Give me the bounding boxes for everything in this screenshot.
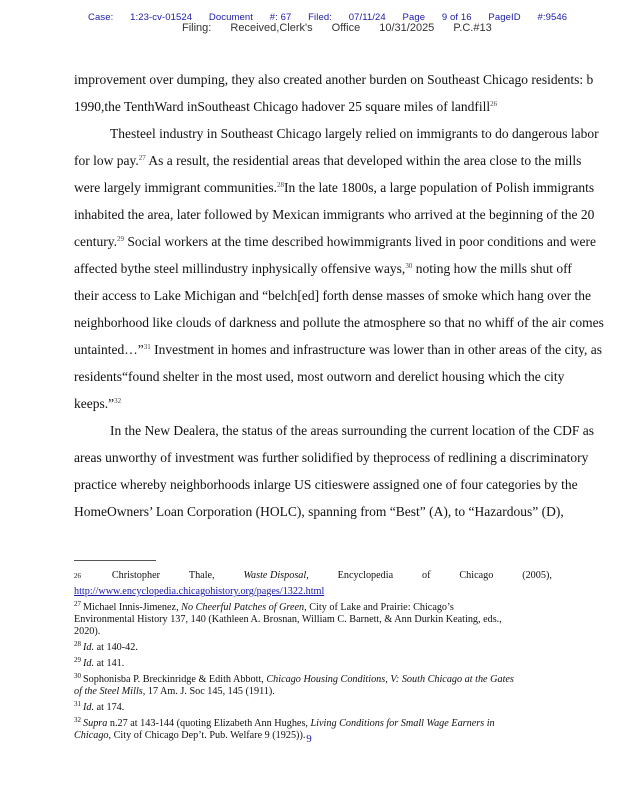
paragraph-start: In the New Dealera, the status of the areas surrounding the current location of the CDF as <box>110 423 594 438</box>
footnote-28: $^{28}$ Id. at 140-42. <box>74 640 138 653</box>
body-line: their access to Lake Michigan and “belch[ed] forth dense masses of smoke which hang over the <box>74 288 591 303</box>
body-text <box>74 66 606 525</box>
body-line: 1990,the TenthWard inSoutheast Chicago hadover 25 square miles of landfill$^{26}$ <box>74 99 498 114</box>
footnote-26-link[interactable]: http://www.encyclopedia.chicagohistory.org/pages/1322.html <box>74 586 325 597</box>
body-line: areas unworthy of investment was further solidified by theprocess of redlining a discriminatory <box>74 450 589 465</box>
stamp-received: Received,Clerk's <box>230 22 313 34</box>
header-page-label: Page <box>402 12 426 23</box>
footnote-29: $^{29}$ Id. at 141. <box>74 656 125 669</box>
body-line: HomeOwners’ Loan Corporation (HOLC), spanning from “Best” (A), to “Hazardous” (D), <box>74 504 564 519</box>
header-pageid-label: PageID <box>488 12 521 23</box>
footnote-ref[interactable]: 27 <box>138 154 146 162</box>
footnote-ref[interactable]: 32 <box>114 397 122 405</box>
body-line: practice whereby neighborhoods inlarge US citieswere assigned one of four categories by the <box>74 477 578 492</box>
header-document-number: #: 67 <box>269 12 292 23</box>
body-line: keeps.”$^{32}$ <box>74 396 122 411</box>
footnote-27: $^{27}$ Michael Innis-Jimenez, No Cheerful Patches of Green, City of Lake and Prairie: Chicago’s <box>74 600 454 613</box>
header-filed-label: Filed: <box>308 12 332 23</box>
body-line: neighborhood like clouds of darkness and pollute the atmosphere so that no whiff of the air comes <box>74 315 604 330</box>
stamp-pc: P.C.#13 <box>453 22 492 34</box>
header-pageid-number: #:9546 <box>537 12 568 23</box>
footnote-ref[interactable]: 29 <box>116 235 124 243</box>
header-case-number: 1:23-cv-01524 <box>130 12 193 23</box>
body-line: century.$^{29}$ Social workers at the time described howimmigrants lived in poor conditions and were <box>74 234 596 249</box>
footnote-ref[interactable]: 31 <box>143 343 151 351</box>
footnote-30: $^{30}$ Sophonisba P. Breckinridge & Edith Abbott, Chicago Housing Conditions, V: South Chicago at the Gates <box>74 672 514 685</box>
footnotes: $^{26}$ Christopher Thale, Waste Disposal, Encyclopedia of Chicago (2005), http://www.encyclopedia.chicagohistory.org/pages/1322.html $^{27}$ Michael Innis-Jimenez, No Cheerful Patches of Green, City of Lake and Prairie: Chicago’s Environmental History 137, 140 (Kathleen A. Brosnan, William C. Barnett, & Ann Durkin Keating, eds., 2020). $^{28}$ Id. at 140-42. $^{29}$ Id. at 141. $^{30}$ Sophonisba P. Breckinridge & Edith Abbott, Chicago Housing Conditions, V: South Chicago at the Gates of the Steel Mills, 17 Am. J. Soc 145, 145 (1911). $^{31}$ Id. at 174. $^{32}$ Supra n.27 at 143-144 (quoting Elizabeth Ann Hughes, Living Conditions for Small Wage Earners in Chicago, City of Chicago Dep’t. Pub. Welfare 9 (1925)). <box>74 570 552 741</box>
filing-stamp <box>182 22 508 34</box>
paragraph-start: Thesteel industry in Southeast Chicago largely relied on immigrants to do dangerous labor <box>110 126 599 141</box>
stamp-date: 10/31/2025 <box>379 22 435 34</box>
footnote-32: $^{32}$ Supra n.27 at 143-144 (quoting Elizabeth Ann Hughes, Living Conditions for Small Wage Earners in <box>74 716 495 729</box>
footnote-ref[interactable]: 28 <box>276 181 284 189</box>
header-case-label: Case: <box>88 12 114 23</box>
body-line: untainted…”$^{31}$ Investment in homes and infrastructure was lower than in other areas of the city, as <box>74 342 602 357</box>
footnote-separator <box>74 560 156 561</box>
header-document-label: Document <box>208 12 253 23</box>
stamp-office: Office <box>331 22 361 34</box>
header-filed-date: 07/11/24 <box>348 12 386 23</box>
body-line: were largely immigrant communities.$^{28}$In the late 1800s, a large population of Polish immigrants <box>74 180 595 195</box>
body-line: affected bythe steel millindustry inphysically offensive ways,$^{30}$ noting how the mills shut off <box>74 261 572 276</box>
footnote-31: $^{31}$ Id. at 174. <box>74 700 125 713</box>
stamp-filing: Filing: <box>182 22 212 34</box>
header-page-of: 9 of 16 <box>441 12 472 23</box>
body-line: residents“found shelter in the most used, most outworn and derelict housing which the city <box>74 369 565 384</box>
footnote-26: $^{26}$ Christopher Thale, Waste Disposal, Encyclopedia of Chicago (2005), <box>74 570 552 581</box>
body-line: for low pay.$^{27}$ As a result, the residential areas that developed within the area close to the mills <box>74 153 582 168</box>
body-line: inhabited the area, later followed by Mexican immigrants who arrived at the beginning of the 20 <box>74 207 595 222</box>
body-line: improvement over dumping, they also created another burden on Southeast Chicago residents: b <box>74 72 594 87</box>
page-number: 9 <box>306 733 312 745</box>
footnote-ref[interactable]: 26 <box>490 100 498 108</box>
footnote-ref[interactable]: 30 <box>405 262 413 270</box>
